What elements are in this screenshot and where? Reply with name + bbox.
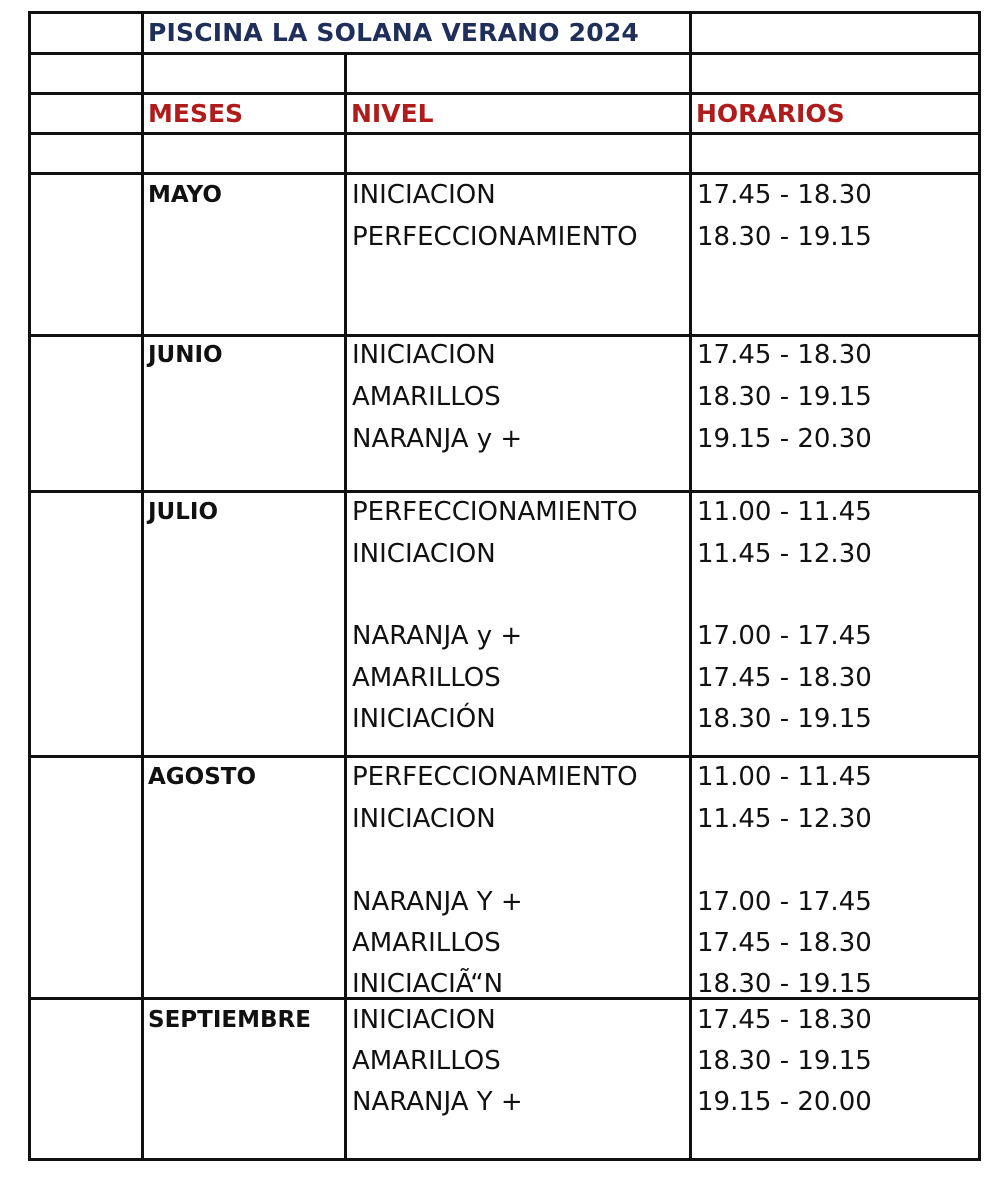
time-cell: 17.00 - 17.45 bbox=[697, 621, 872, 651]
month-label: MAYO bbox=[148, 182, 222, 208]
time-cell: 17.45 - 18.30 bbox=[697, 180, 872, 210]
grid-line bbox=[28, 52, 981, 55]
grid-line bbox=[344, 52, 347, 1161]
header-months: MESES bbox=[148, 99, 244, 128]
time-cell: 17.00 - 17.45 bbox=[697, 887, 872, 917]
level-cell: AMARILLOS bbox=[352, 1046, 501, 1076]
level-cell: NARANJA Y + bbox=[352, 1087, 523, 1117]
level-cell: NARANJA y + bbox=[352, 621, 523, 651]
grid-line bbox=[28, 92, 981, 95]
time-cell: 18.30 - 19.15 bbox=[697, 969, 872, 999]
month-label: AGOSTO bbox=[148, 764, 257, 790]
time-cell: 18.30 - 19.15 bbox=[697, 222, 872, 252]
level-cell: AMARILLOS bbox=[352, 663, 501, 693]
grid-line bbox=[689, 11, 692, 1161]
time-cell: 17.45 - 18.30 bbox=[697, 663, 872, 693]
grid-line bbox=[28, 755, 981, 758]
grid-line bbox=[28, 132, 981, 135]
level-cell: INICIACIÃ“N bbox=[352, 969, 504, 999]
time-cell: 17.45 - 18.30 bbox=[697, 340, 872, 370]
time-cell: 17.45 - 18.30 bbox=[697, 928, 872, 958]
level-cell: INICIACION bbox=[352, 180, 496, 210]
page-title: PISCINA LA SOLANA VERANO 2024 bbox=[148, 18, 640, 47]
time-cell: 17.45 - 18.30 bbox=[697, 1005, 872, 1035]
time-cell: 18.30 - 19.15 bbox=[697, 382, 872, 412]
level-cell: AMARILLOS bbox=[352, 928, 501, 958]
level-cell: NARANJA Y + bbox=[352, 887, 523, 917]
time-cell: 11.45 - 12.30 bbox=[697, 804, 872, 834]
time-cell: 11.00 - 11.45 bbox=[697, 762, 872, 792]
time-cell: 18.30 - 19.15 bbox=[697, 1046, 872, 1076]
grid-line bbox=[141, 11, 144, 1161]
level-cell: NARANJA y + bbox=[352, 424, 523, 454]
time-cell: 19.15 - 20.30 bbox=[697, 424, 872, 454]
level-cell: PERFECCIONAMIENTO bbox=[352, 222, 638, 252]
header-schedule: HORARIOS bbox=[696, 99, 845, 128]
level-cell: PERFECCIONAMIENTO bbox=[352, 497, 638, 527]
month-label: JUNIO bbox=[148, 342, 223, 368]
level-cell: INICIACIÓN bbox=[352, 704, 496, 734]
level-cell: INICIACION bbox=[352, 539, 496, 569]
time-cell: 18.30 - 19.15 bbox=[697, 704, 872, 734]
time-cell: 19.15 - 20.00 bbox=[697, 1087, 872, 1117]
grid-line bbox=[28, 490, 981, 493]
level-cell: INICIACION bbox=[352, 804, 496, 834]
grid-line bbox=[28, 11, 31, 1161]
header-level: NIVEL bbox=[351, 99, 434, 128]
level-cell: AMARILLOS bbox=[352, 382, 501, 412]
level-cell: PERFECCIONAMIENTO bbox=[352, 762, 638, 792]
time-cell: 11.45 - 12.30 bbox=[697, 539, 872, 569]
grid-line bbox=[28, 172, 981, 175]
time-cell: 11.00 - 11.45 bbox=[697, 497, 872, 527]
grid-line bbox=[978, 11, 981, 1161]
grid-line bbox=[28, 1158, 981, 1161]
grid-line bbox=[28, 11, 981, 14]
month-label: SEPTIEMBRE bbox=[148, 1007, 311, 1033]
level-cell: INICIACION bbox=[352, 1005, 496, 1035]
month-label: JULIO bbox=[148, 499, 218, 525]
level-cell: INICIACION bbox=[352, 340, 496, 370]
grid-line bbox=[28, 334, 981, 337]
